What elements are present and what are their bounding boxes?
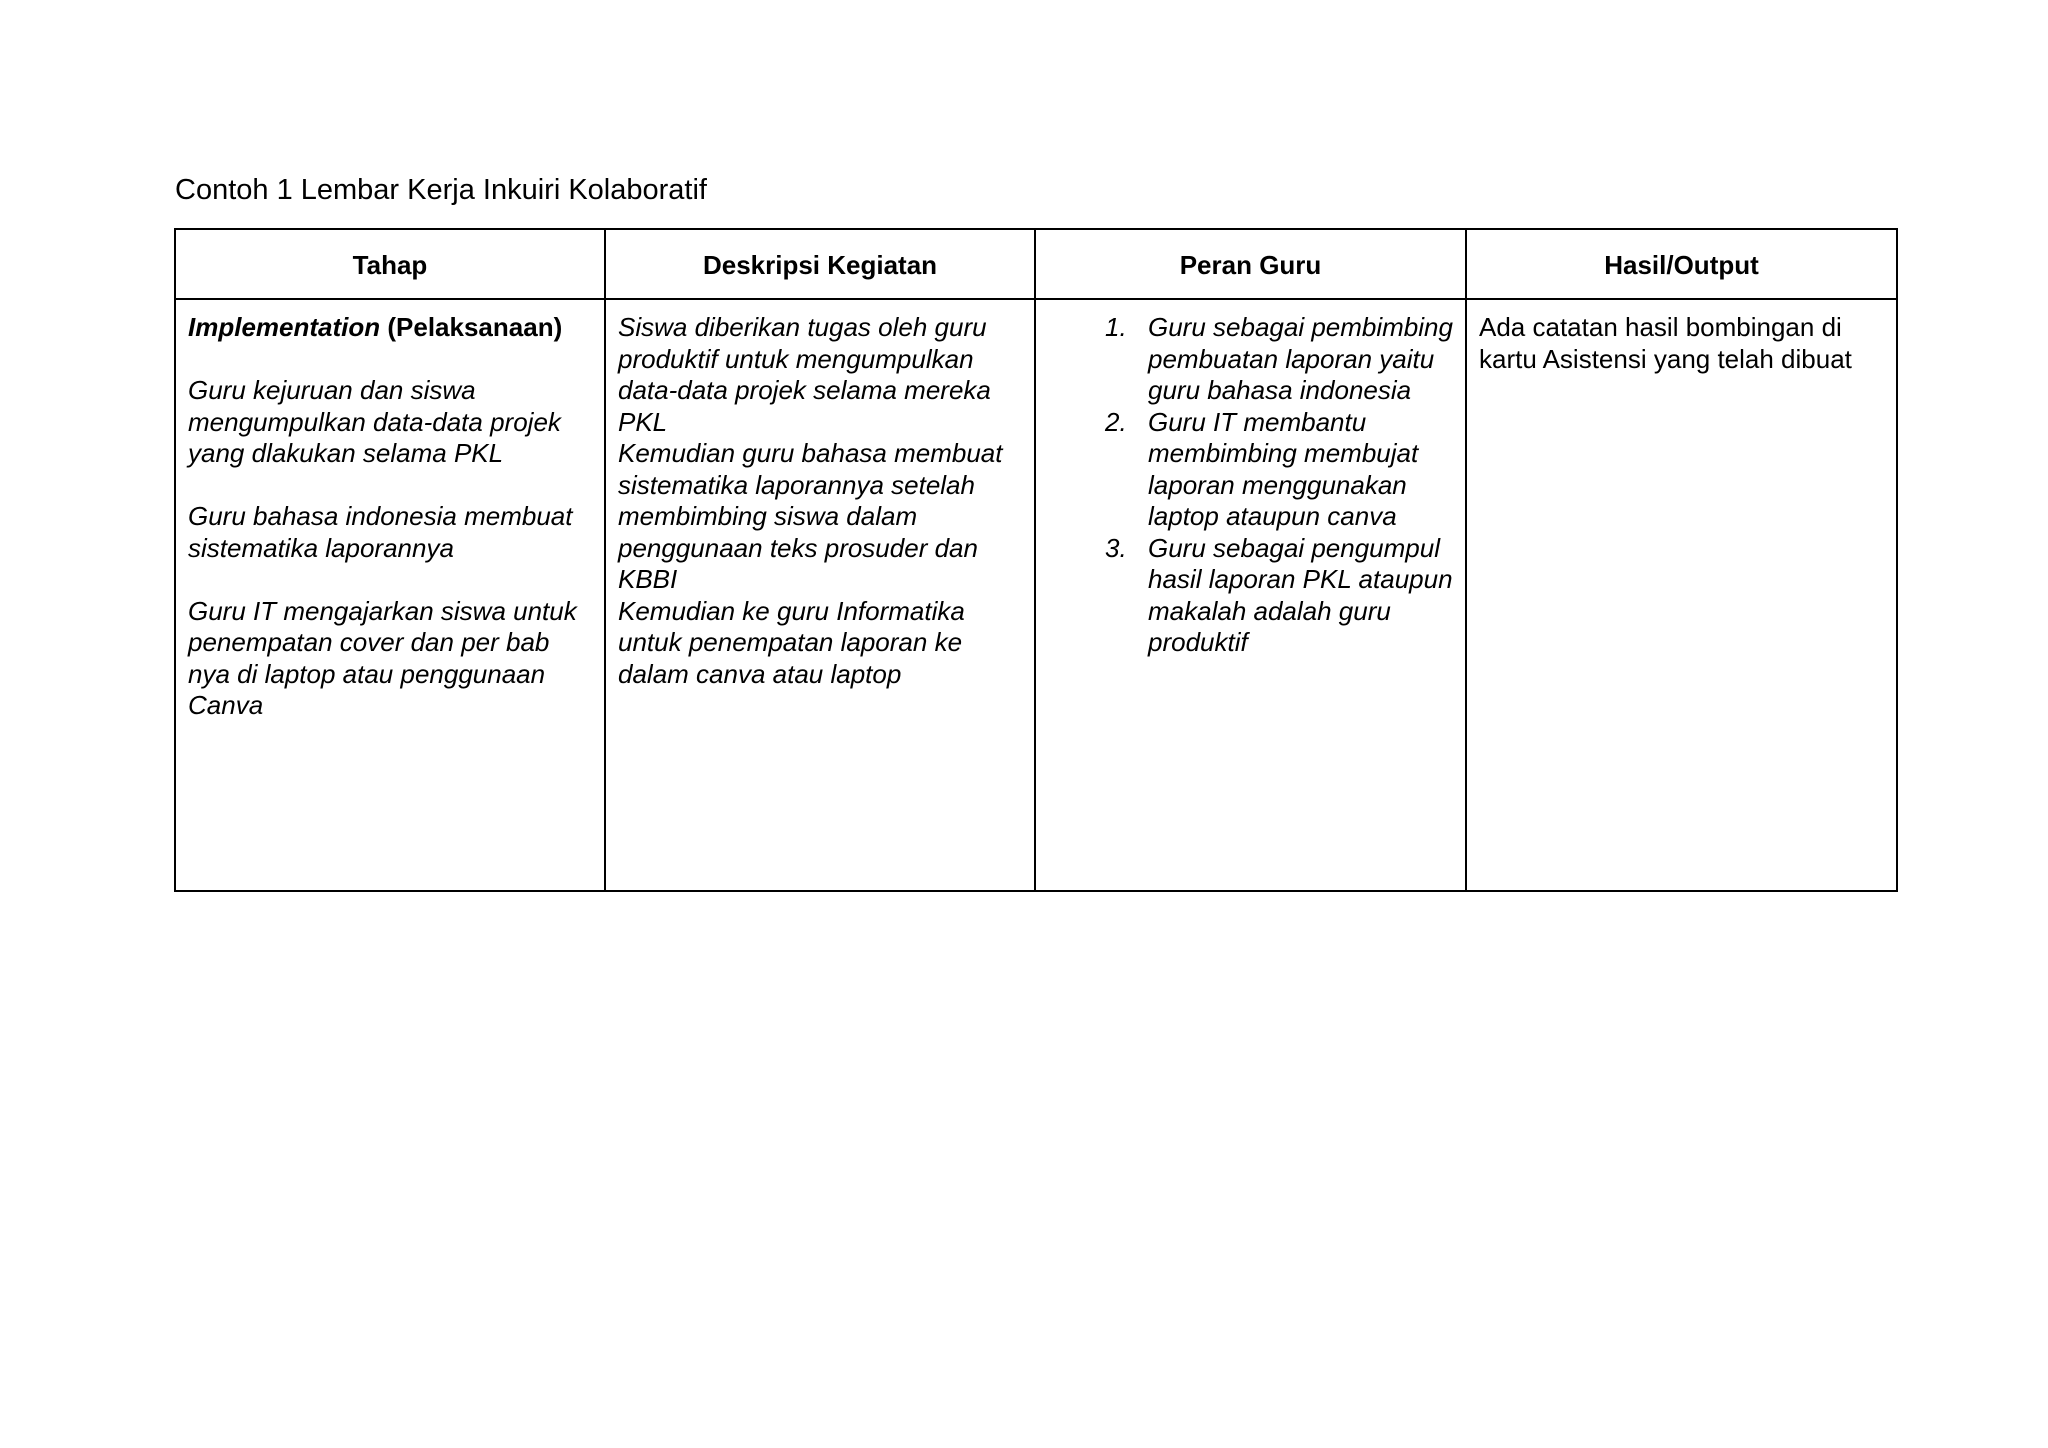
tahap-heading — [188, 312, 592, 344]
cell-deskripsi-kegiatan — [605, 299, 1035, 891]
header-peran-guru: Peran Guru — [1035, 229, 1466, 299]
list-item — [1048, 407, 1453, 533]
cell-peran-guru — [1035, 299, 1466, 891]
hasil-text: Ada catatan hasil bombingan di kartu Asistensi yang telah dibuat — [1479, 312, 1852, 374]
list-item — [1048, 533, 1453, 659]
table-row — [175, 299, 1897, 891]
list-text: Guru sebagai pembimbing pembuatan laporan yaitu guru bahasa indonesia — [1148, 312, 1453, 405]
list-item — [1048, 312, 1453, 407]
header-hasil-output: Hasil/Output — [1466, 229, 1897, 299]
list-number: 3. — [1105, 532, 1127, 563]
deskripsi-paragraph: Kemudian ke guru Informatika untuk penempatan laporan ke dalam canva atau laptop — [618, 595, 965, 689]
peran-guru-list — [1048, 312, 1453, 659]
worksheet-table — [174, 228, 1898, 892]
table-header-row — [175, 229, 1897, 299]
list-text: Guru IT membantu membimbing membujat laporan menggunakan laptop ataupun canva — [1148, 406, 1419, 531]
cell-hasil-output — [1466, 299, 1897, 891]
tahap-paragraph: Guru bahasa indonesia membuat sistematika laporannya — [188, 501, 573, 563]
tahap-heading-italic: Implementation — [188, 312, 381, 342]
cell-tahap — [175, 299, 605, 891]
list-number: 2. — [1105, 406, 1127, 437]
header-tahap: Tahap — [175, 229, 605, 299]
header-deskripsi-kegiatan: Deskripsi Kegiatan — [605, 229, 1035, 299]
tahap-heading-normal: (Pelaksanaan) — [380, 312, 563, 342]
list-text: Guru sebagai pengumpul hasil laporan PKL ataupun makalah adalah guru produktif — [1148, 532, 1453, 657]
deskripsi-paragraph: Siswa diberikan tugas oleh guru produktif untuk mengumpulkan data-data projek selama mereka PKL — [618, 312, 991, 437]
document-title: Contoh 1 Lembar Kerja Inkuiri Kolaboratif — [175, 174, 707, 206]
deskripsi-paragraph: Kemudian guru bahasa membuat sistematika laporannya setelah membimbing siswa dalam penggunaan teks prosuder dan KBBI — [618, 438, 1003, 594]
tahap-paragraph: Guru kejuruan dan siswa mengumpulkan data-data projek yang dlakukan selama PKL — [188, 375, 561, 468]
tahap-paragraph: Guru IT mengajarkan siswa untuk penempatan cover dan per bab nya di laptop atau penggunaan Canva — [188, 595, 577, 720]
list-number: 1. — [1105, 312, 1127, 342]
